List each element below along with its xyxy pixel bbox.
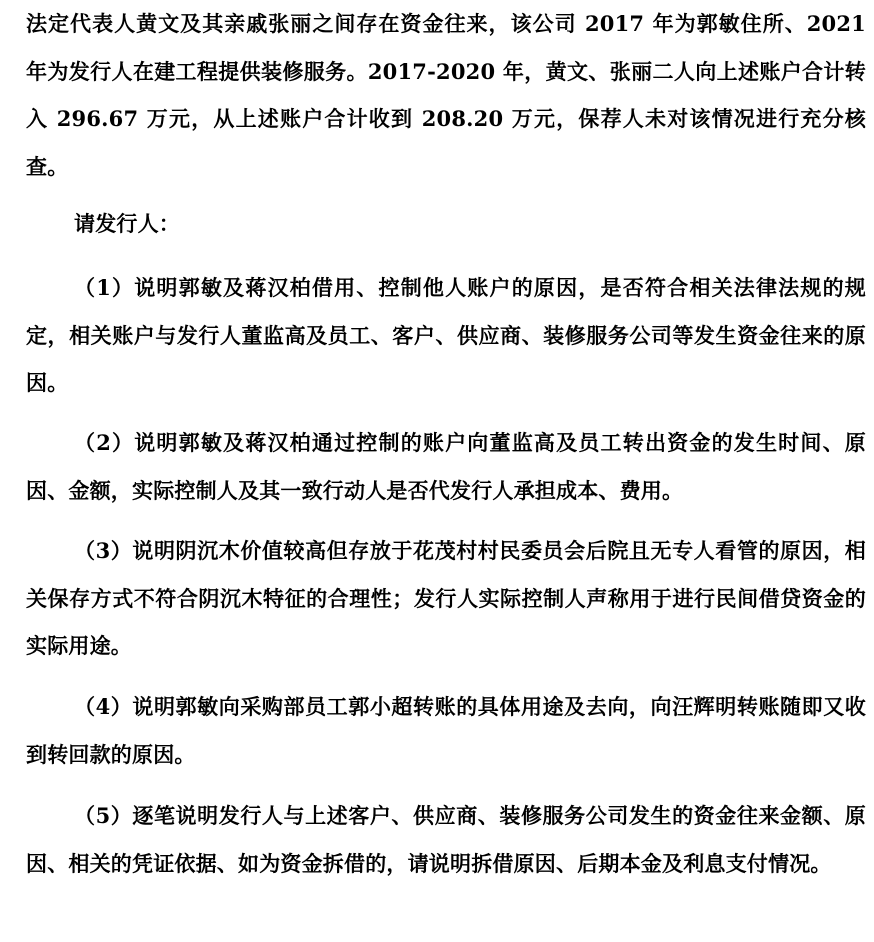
paragraph-item-3: （3）说明阴沉木价值较高但存放于花茂村村民委员会后院且无专人看管的原因，相关保存方式不符合阴沉木特征的合理性；发行人实际控制人声称用于进行民间借贷资金的实际用途。 (26, 538, 866, 658)
paragraph-item-1: （1）说明郭敏及蒋汉柏借用、控制他人账户的原因，是否符合相关法律法规的规定，相关账户与发行人董监高及员工、客户、供应商、装修服务公司等发生资金往来的原因。 (26, 275, 866, 395)
paragraph-item-5: （5）逐笔说明发行人与上述客户、供应商、装修服务公司发生的资金往来金额、原因、相关的凭证依据、如为资金拆借的，请说明拆借原因、后期本金及利息支付情况。 (26, 803, 866, 876)
paragraph-item-2: （2）说明郭敏及蒋汉柏通过控制的账户向董监高及员工转出资金的发生时间、原因、金额，实际控制人及其一致行动人是否代发行人承担成本、费用。 (26, 430, 866, 503)
paragraph-item-4: （4）说明郭敏向采购部员工郭小超转账的具体用途及去向，向汪辉明转账随即又收到转回款的原因。 (26, 694, 866, 767)
paragraph-context: 法定代表人黄文及其亲戚张丽之间存在资金往来，该公司 2017 年为郭敏住所、2021 年为发行人在建工程提供装修服务。2017-2020 年，黄文、张丽二人向上述账户合计转入 296.67 万元，从上述账户合计收到 208.20 万元，保荐人未对该情况进行充分核查。 (26, 11, 866, 179)
paragraph-request-heading: 请发行人： (74, 211, 180, 236)
